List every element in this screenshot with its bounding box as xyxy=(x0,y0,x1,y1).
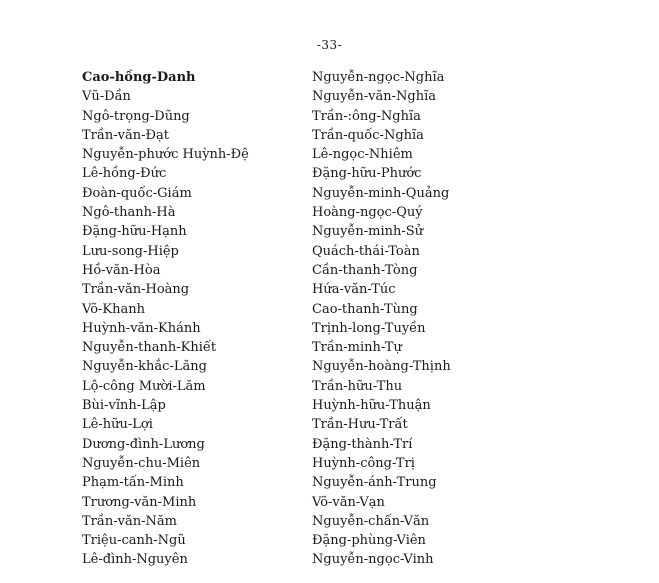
name-entry: Đặng-hữu-Phước xyxy=(312,166,422,182)
name-entry: Cao-thanh-Tùng xyxy=(312,301,418,317)
name-entry: Huỳnh-văn-Khánh xyxy=(82,320,201,336)
name-entry: Triệu-canh-Ngũ xyxy=(82,533,186,549)
name-entry: Lê-hồng-Đức xyxy=(82,166,167,182)
name-entry: Trần-minh-Tự xyxy=(312,340,402,356)
name-entry: Nguyễn-khắc-Lăng xyxy=(82,359,207,375)
name-list-right-column xyxy=(312,68,451,570)
name-entry: Nguyễn-ngọc-Vinh xyxy=(312,552,434,568)
name-entry: Dương-đình-Lương xyxy=(82,436,205,452)
name-entry: Phạm-tấn-Minh xyxy=(82,475,184,491)
name-entry: Đặng-thành-Trí xyxy=(312,436,413,452)
name-entry: Võ-văn-Vạn xyxy=(312,494,385,510)
name-entry: Ngô-trọng-Dũng xyxy=(82,108,190,124)
name-entry: Lê-ngọc-Nhiêm xyxy=(312,147,413,163)
name-entry: Nguyễn-minh-Quảng xyxy=(312,185,450,201)
name-entry: Quách-thái-Toàn xyxy=(312,243,420,259)
name-entry: Bùi-vĩnh-Lập xyxy=(82,398,166,414)
name-entry: Trương-văn-Minh xyxy=(82,494,197,510)
name-entry: Nguyễn-ngọc-Nghĩa xyxy=(312,70,445,85)
name-entry: Ngô-thanh-Hà xyxy=(82,205,176,221)
name-entry: Nguyễn-phước Huỳnh-Đệ xyxy=(82,147,249,163)
name-entry: Nguyễn-thanh-Khiết xyxy=(82,340,217,356)
name-list-left-column xyxy=(82,68,249,570)
name-entry: Hoàng-ngọc-Quý xyxy=(312,205,423,221)
name-entry: Hồ-văn-Hòa xyxy=(82,262,161,278)
name-entry: Nguyễn-ánh-Trung xyxy=(312,475,437,491)
name-entry: Trần-hữu-Thu xyxy=(312,378,403,394)
name-entry: Đặng-hữu-Hạnh xyxy=(82,224,187,240)
name-entry: Lê-hữu-Lợi xyxy=(82,417,153,433)
name-entry: Lê-đình-Nguyên xyxy=(82,552,188,568)
page-number: -33- xyxy=(316,38,343,52)
name-entry: Trần-văn-Hoàng xyxy=(82,282,190,298)
name-entry: Trần-văn-Đạt xyxy=(82,127,169,143)
name-entry: Trần-văn-Năm xyxy=(82,513,177,529)
name-entry: Trịnh-long-Tuyền xyxy=(312,320,426,336)
name-entry: Võ-Khanh xyxy=(82,301,145,317)
name-entry: Huỳnh-công-Trị xyxy=(312,455,415,471)
name-entry: Lộ-công Mười-Lăm xyxy=(82,378,206,394)
name-entry: Nguyễn-chấn-Văn xyxy=(312,513,430,529)
name-entry: Lưu-song-Hiệp xyxy=(82,243,179,259)
name-entry: Nguyễn-văn-Nghĩa xyxy=(312,89,437,105)
name-entry: Cần-thanh-Tòng xyxy=(312,262,418,278)
name-entry: Cao-hồng-Danh xyxy=(82,70,196,85)
name-entry: Nguyễn-hoàng-Thịnh xyxy=(312,359,451,375)
name-entry: Huỳnh-hữu-Thuận xyxy=(312,398,431,414)
name-entry: Trần-Hưu-Trất xyxy=(312,417,408,433)
name-entry: Đoàn-quốc-Giám xyxy=(82,185,192,201)
name-entry: Vũ-Dần xyxy=(82,89,131,105)
name-entry: Đặng-phùng-Viên xyxy=(312,533,426,549)
name-entry: Hứa-văn-Túc xyxy=(312,282,396,298)
name-entry: Nguyễn-chu-Miên xyxy=(82,455,201,471)
name-entry: Trần-quốc-Nghĩa xyxy=(312,127,424,143)
name-entry: Trần-:ông-Nghĩa xyxy=(312,108,421,124)
name-entry: Nguyễn-minh-Sử xyxy=(312,224,424,240)
